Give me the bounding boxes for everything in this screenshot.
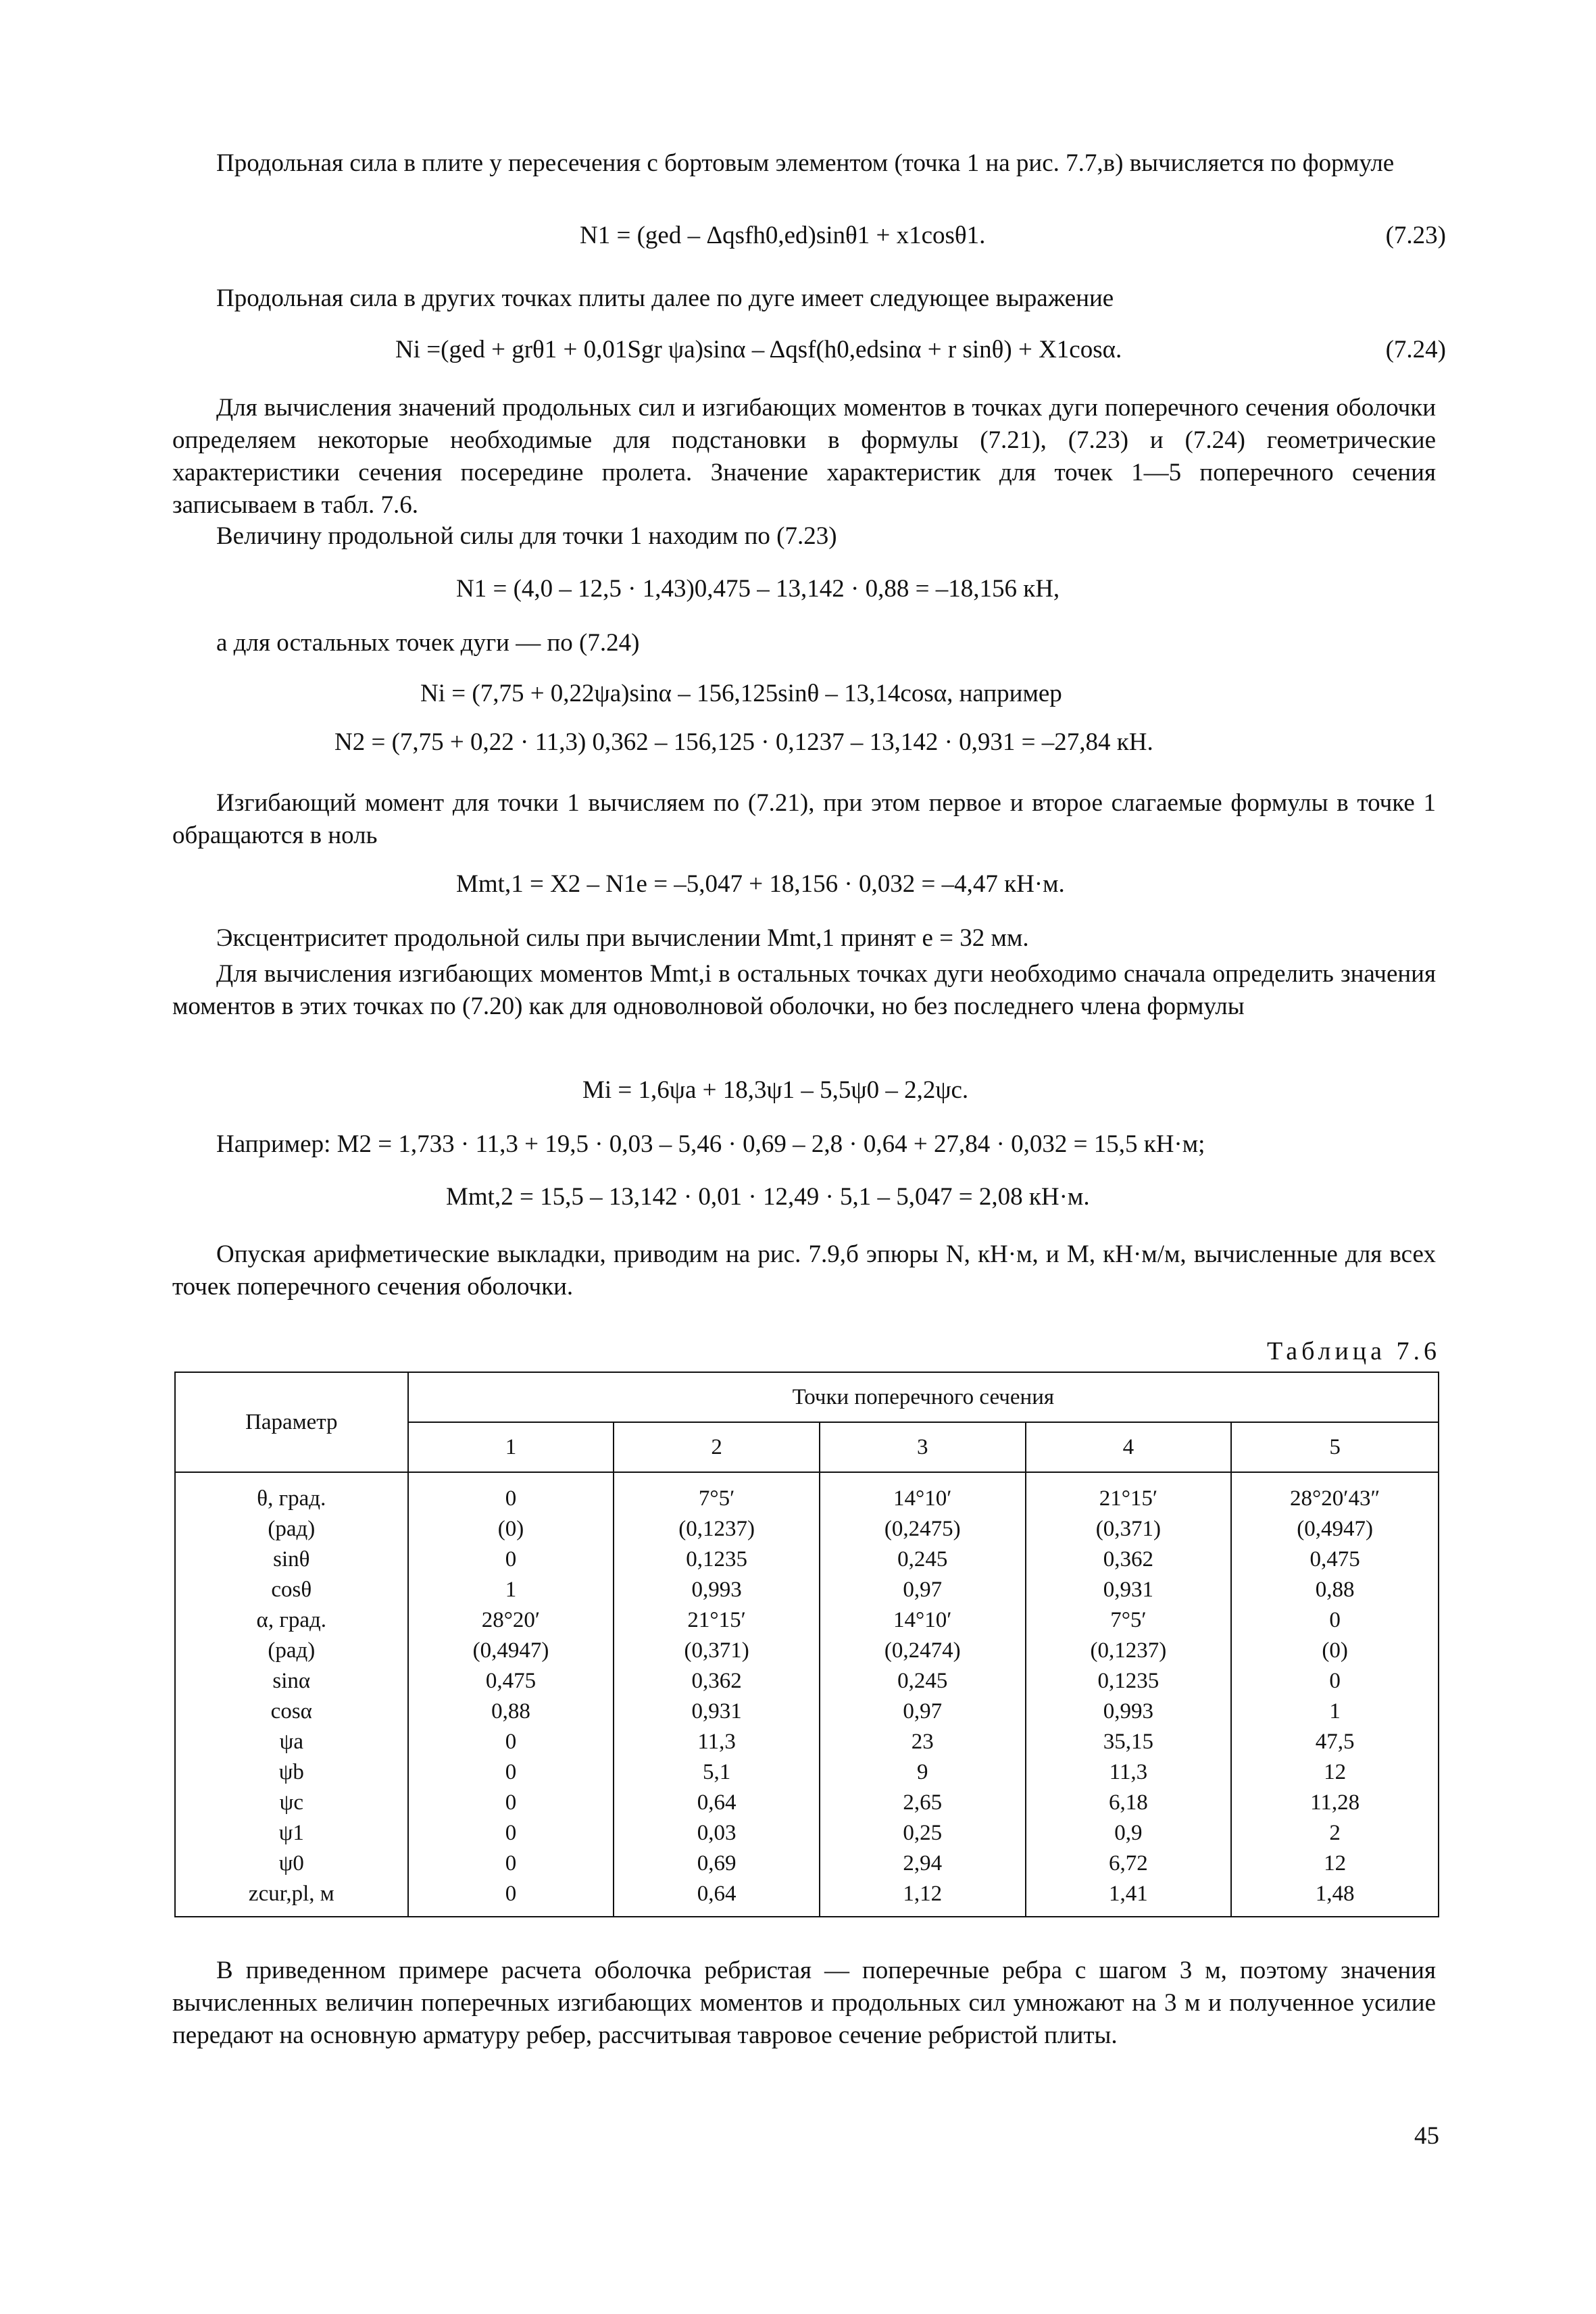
- table-cell-col2-8: 0,931: [691, 1699, 742, 1724]
- table-cell-params-3: sinθ: [273, 1547, 310, 1571]
- table-caption: Таблица 7.6: [1266, 1337, 1441, 1365]
- table-cell-params-9: ψa: [279, 1730, 303, 1754]
- table-cell-col4-6: (0,1237): [1090, 1638, 1167, 1663]
- table-cell-col4-2: (0,371): [1095, 1517, 1162, 1541]
- table-cell-col5-3: 0,475: [1310, 1547, 1360, 1571]
- table-cell-col2-5: 21°15′: [687, 1608, 746, 1632]
- table-col-1: [408, 1472, 614, 1917]
- table-cell-col3-6: (0,2474): [884, 1638, 961, 1663]
- table-cell-params-6: (рад): [268, 1638, 316, 1663]
- table-cell-params-14: zcur,pl, м: [248, 1882, 334, 1906]
- table-cell-params-4: cosθ: [271, 1578, 312, 1602]
- table-col-2: [614, 1472, 820, 1917]
- formula-m2: Например: M2 = 1,733 · 11,3 + 19,5 · 0,03 – 5,46 · 0,69 – 2,8 · 0,64 + 27,84 · 0,032 = 15,5 кН·м;: [216, 1130, 1205, 1158]
- table-header-param: Параметр: [175, 1372, 408, 1472]
- formula-mmt2: Mmt,2 = 15,5 – 13,142 · 0,01 · 12,49 · 5,1 – 5,047 = 2,08 кН·м.: [446, 1183, 1090, 1211]
- table-header-col-4: 4: [1026, 1422, 1232, 1472]
- table-cell-col5-14: 1,48: [1315, 1882, 1355, 1906]
- table-cell-col5-11: 11,28: [1310, 1790, 1360, 1815]
- table-cell-col5-12: 2: [1329, 1821, 1341, 1845]
- table-cell-col3-10: 9: [917, 1760, 928, 1784]
- table-cell-col4-9: 35,15: [1103, 1730, 1154, 1754]
- table-cell-col5-2: (0,4947): [1297, 1517, 1373, 1541]
- paragraph-4: Величину продольной силы для точки 1 находим по (7.23): [216, 522, 837, 550]
- table-cell-params-1: θ, град.: [257, 1486, 326, 1511]
- formula-ni: Ni = (7,75 + 0,22ψa)sinα – 156,125sinθ – 13,14cosα, например: [420, 680, 1062, 707]
- table-cell-params-7: sinα: [272, 1669, 311, 1693]
- table-cell-col1-14: 0: [505, 1882, 517, 1906]
- table-cell-col1-3: 0: [505, 1547, 517, 1571]
- table-cell-col1-10: 0: [505, 1760, 517, 1784]
- table-header-group: Точки поперечного сечения: [408, 1372, 1439, 1422]
- table-cell-col5-6: (0): [1322, 1638, 1348, 1663]
- table-cell-col1-4: 1: [505, 1578, 517, 1602]
- table-cell-col4-13: 6,72: [1109, 1851, 1148, 1876]
- table-cell-col3-5: 14°10′: [893, 1608, 952, 1632]
- paragraph-3: Для вычисления значений продольных сил и изгибающих моментов в точках дуги поперечного сечения оболочки определяем некоторые необходимые для подстановки в формулы (7.21), (7.23) и (7.24) геометрические характеристики сечения посередине пролета. Значение характеристик для точек 1—5 поперечного сечения записываем в табл. 7.6.: [172, 394, 1436, 519]
- table-cell-col5-4: 0,88: [1315, 1578, 1355, 1602]
- table-col-params: [175, 1472, 408, 1917]
- table-cell-col2-1: 7°5′: [698, 1486, 735, 1511]
- table-cell-col1-7: 0,475: [485, 1669, 537, 1693]
- table-cell-col4-1: 21°15′: [1099, 1486, 1158, 1511]
- table-cell-col2-10: 5,1: [702, 1760, 731, 1784]
- table-cell-params-11: ψc: [279, 1790, 303, 1815]
- table-cell-col4-7: 0,1235: [1097, 1669, 1159, 1693]
- table-cell-col2-14: 0,64: [697, 1882, 737, 1906]
- table-cell-col1-9: 0: [505, 1730, 517, 1754]
- table-col-4: [1026, 1472, 1232, 1917]
- table-header-col-1: 1: [408, 1422, 614, 1472]
- paragraph-7: Эксцентриситет продольной силы при вычислении Mmt,1 принят e = 32 мм.: [216, 924, 1029, 952]
- page-number: 45: [1414, 2122, 1439, 2150]
- table-cell-params-13: ψ0: [278, 1851, 304, 1876]
- table-cell-col5-7: 0: [1329, 1669, 1341, 1693]
- table-cell-col4-5: 7°5′: [1110, 1608, 1147, 1632]
- table-cell-col2-4: 0,993: [691, 1578, 742, 1602]
- table-cell-col1-13: 0: [505, 1851, 517, 1876]
- table-cell-col2-7: 0,362: [691, 1669, 742, 1693]
- equation-number-7-24: (7.24): [1385, 336, 1446, 363]
- formula-n2: N2 = (7,75 + 0,22 · 11,3) 0,362 – 156,125 · 0,1237 – 13,142 · 0,931 = –27,84 кН.: [334, 728, 1153, 756]
- table-cell-col5-1: 28°20′43″: [1290, 1486, 1380, 1511]
- formula-n1: N1 = (4,0 – 12,5 · 1,43)0,475 – 13,142 · 0,88 = –18,156 кН,: [456, 575, 1060, 603]
- table-cell-col2-13: 0,69: [697, 1851, 737, 1876]
- formula-mi: Mi = 1,6ψa + 18,3ψ1 – 5,5ψ0 – 2,2ψc.: [582, 1076, 969, 1104]
- table-cell-col2-12: 0,03: [697, 1821, 737, 1845]
- table-cell-col4-3: 0,362: [1103, 1547, 1154, 1571]
- paragraph-2: Продольная сила в других точках плиты далее по дуге имеет следующее выражение: [216, 284, 1114, 312]
- table-cell-col2-9: 11,3: [697, 1730, 736, 1754]
- table-cell-col3-12: 0,25: [903, 1821, 943, 1845]
- table-cell-col3-14: 1,12: [903, 1882, 943, 1906]
- table-cell-col1-11: 0: [505, 1790, 517, 1815]
- paragraph-6: Изгибающий момент для точки 1 вычисляем по (7.21), при этом первое и второе слагаемые формулы в точке 1 обращаются в ноль: [172, 789, 1436, 849]
- table-cell-col3-3: 0,245: [897, 1547, 948, 1571]
- table-cell-col4-4: 0,931: [1103, 1578, 1154, 1602]
- table-cell-col1-1: 0: [505, 1486, 517, 1511]
- table-cell-col2-6: (0,371): [684, 1638, 749, 1663]
- formula-mmt1: Mmt,1 = X2 – N1e = –5,047 + 18,156 · 0,032 = –4,47 кН·м.: [456, 870, 1065, 898]
- table-cell-col4-11: 6,18: [1109, 1790, 1148, 1815]
- table-col-5: [1231, 1472, 1439, 1917]
- table-cell-col3-4: 0,97: [903, 1578, 943, 1602]
- paragraph-1: Продольная сила в плите у пересечения с бортовым элементом (точка 1 на рис. 7.7,в) вычисляется по формуле: [216, 149, 1395, 177]
- table-cell-col3-9: 23: [911, 1730, 934, 1754]
- table-cell-col3-2: (0,2475): [884, 1517, 961, 1541]
- table-cell-col4-8: 0,993: [1103, 1699, 1154, 1724]
- paragraph-5: а для остальных точек дуги — по (7.24): [216, 629, 640, 657]
- table-cell-col5-5: 0: [1329, 1608, 1341, 1632]
- table-cell-col3-13: 2,94: [903, 1851, 943, 1876]
- table-cell-col2-2: (0,1237): [678, 1517, 755, 1541]
- table-cell-params-5: α, град.: [256, 1608, 327, 1632]
- paragraph-10: В приведенном примере расчета оболочка ребристая — поперечные ребра с шагом 3 м, поэтому значения вычисленных величин поперечных изгибающих моментов и продольных сил умножают на 3 м и полученное усилие передают на основную арматуру ребер, рассчитывая тавровое сечение ребристой плиты.: [172, 1957, 1436, 2049]
- table-col-3: [820, 1472, 1026, 1917]
- table-cell-col3-8: 0,97: [903, 1699, 943, 1724]
- table-cell-col1-8: 0,88: [491, 1699, 530, 1724]
- table-cell-col5-13: 12: [1324, 1851, 1347, 1876]
- table-cell-col1-12: 0: [505, 1821, 517, 1845]
- table-cell-col3-7: 0,245: [897, 1669, 948, 1693]
- table-cell-col2-11: 0,64: [697, 1790, 737, 1815]
- table-cell-col2-3: 0,1235: [686, 1547, 747, 1571]
- table-cell-col4-14: 1,41: [1109, 1882, 1148, 1906]
- table-header-col-2: 2: [614, 1422, 820, 1472]
- table-cell-col5-10: 12: [1324, 1760, 1347, 1784]
- table-cell-params-8: cosα: [270, 1699, 312, 1724]
- table-header-col-5: 5: [1231, 1422, 1439, 1472]
- table-cell-col4-10: 11,3: [1109, 1760, 1148, 1784]
- table-cell-params-10: ψb: [278, 1760, 304, 1784]
- table-cell-col5-9: 47,5: [1315, 1730, 1355, 1754]
- table-cell-col4-12: 0,9: [1114, 1821, 1143, 1845]
- formula-7-24: Ni =(ged + grθ1 + 0,01Sgr ψa)sinα – Δqsf(h0,edsinα + r sinθ) + X1cosα.: [395, 336, 1122, 363]
- table-cell-col1-2: (0): [497, 1517, 524, 1541]
- table-cell-params-2: (рад): [268, 1517, 316, 1541]
- paragraph-9: Опуская арифметические выкладки, приводим на рис. 7.9,б эпюры N, кН·м, и M, кН·м/м, вычисленные для всех точек поперечного сечения оболочки.: [172, 1240, 1436, 1301]
- table-cell-col3-11: 2,65: [903, 1790, 943, 1815]
- table-cell-col5-8: 1: [1329, 1699, 1341, 1724]
- table-cell-col1-6: (0,4947): [472, 1638, 549, 1663]
- formula-7-23: N1 = (ged – Δqsfh0,ed)sinθ1 + x1cosθ1.: [580, 222, 986, 249]
- equation-number-7-23: (7.23): [1385, 222, 1446, 249]
- table-cell-params-12: ψ1: [278, 1821, 304, 1845]
- data-table: [174, 1372, 1439, 1917]
- paragraph-8: Для вычисления изгибающих моментов Mmt,i в остальных точках дуги необходимо сначала определить значения моментов в этих точках по (7.20) как для одноволновой оболочки, но без последнего члена формулы: [172, 960, 1436, 1020]
- table-cell-col1-5: 28°20′: [481, 1608, 541, 1632]
- table-cell-col3-1: 14°10′: [893, 1486, 952, 1511]
- table-header-col-3: 3: [820, 1422, 1026, 1472]
